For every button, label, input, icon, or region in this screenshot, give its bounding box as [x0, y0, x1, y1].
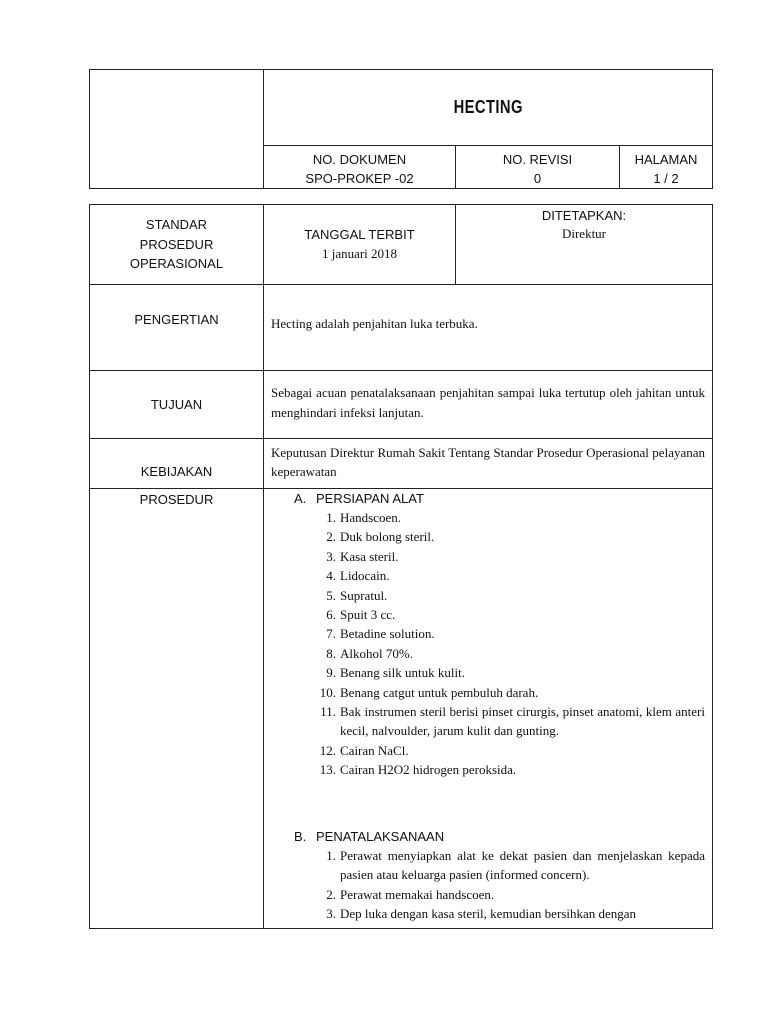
ditetapkan-value: Direktur — [561, 226, 607, 241]
header-table — [89, 69, 713, 189]
list-item-text: Benang silk untuk kulit. — [340, 665, 465, 681]
list-item-number: 2. — [326, 529, 336, 545]
section-a-letter: A. — [294, 491, 307, 506]
ditetapkan-label: DITETAPKAN: — [541, 208, 627, 223]
title-cell — [264, 70, 713, 146]
list-item-number: 13. — [319, 762, 336, 778]
halaman-label: HALAMAN — [634, 152, 698, 167]
list-item-text: Benang catgut untuk pembuluh darah. — [340, 684, 539, 700]
ditetapkan-cell — [456, 205, 713, 285]
prosedur-label-cell — [90, 489, 264, 929]
list-item — [264, 741, 705, 760]
list-item-number: 7. — [326, 626, 336, 642]
list-item — [264, 624, 705, 643]
tanggal-terbit-value: 1 januari 2018 — [321, 246, 398, 261]
list-item — [264, 586, 705, 605]
section-b-title: PENATALAKSANAAN — [316, 828, 445, 844]
sop-label-line2: PROSEDUR — [139, 236, 214, 252]
kebijakan-text: Keputusan Direktur Rumah Sakit Tentang Standar Prosedur Operasional pelayanan keperawatan — [271, 445, 705, 479]
list-item — [264, 566, 705, 585]
list-item-text: Spuit 3 cc. — [340, 607, 396, 623]
list-item — [264, 904, 705, 923]
list-item-text: Cairan H2O2 hidrogen peroksida. — [340, 762, 517, 778]
list-item — [264, 547, 705, 566]
list-item — [264, 663, 705, 682]
no-dokumen-cell — [264, 146, 456, 189]
pengertian-text: Hecting adalah penjahitan luka terbuka. — [271, 316, 478, 331]
sop-table — [89, 204, 713, 929]
logo-cell — [90, 70, 264, 189]
list-item — [264, 683, 705, 702]
list-item-number: 3. — [326, 905, 336, 921]
tujuan-label: TUJUAN — [150, 397, 203, 412]
list-item-text: Perawat memakai handscoen. — [340, 886, 495, 902]
list-item — [264, 644, 705, 663]
tanggal-terbit-cell — [264, 205, 456, 285]
section-a-heading — [264, 489, 705, 508]
list-item-text: Bak instrumen steril berisi pinset cirurgis, pinset anatomi, klem anteri kecil, nalvoulder, jarum kulit dan gunting. — [340, 704, 705, 739]
pengertian-label: PENGERTIAN — [134, 312, 219, 327]
list-item-number: 3. — [326, 548, 336, 564]
list-item — [264, 885, 705, 904]
prosedur-content-cell — [264, 489, 713, 929]
list-item — [264, 760, 705, 779]
tujuan-label-cell — [90, 371, 264, 439]
no-revisi-value: 0 — [533, 171, 542, 186]
list-item-number: 10. — [319, 684, 336, 700]
list-item-text: Betadine solution. — [340, 626, 435, 642]
list-item-text: Dep luka dengan kasa steril, kemudian bersihkan dengan — [340, 905, 637, 921]
list-item-text: Handscoen. — [340, 510, 402, 525]
list-item-number: 11. — [320, 704, 336, 720]
section-b-heading — [264, 827, 705, 846]
pengertian-text-cell — [264, 285, 713, 371]
list-item-number: 12. — [319, 742, 336, 758]
list-item-text: Alkohol 70%. — [340, 645, 413, 661]
list-item — [264, 527, 705, 546]
penatalaksanaan-list — [264, 846, 705, 924]
list-item — [264, 508, 705, 527]
halaman-value: 1 / 2 — [653, 171, 679, 186]
tujuan-text: Sebagai acuan penatalaksanaan penjahitan sampai luka tertutup oleh jahitan untuk menghindari infeksi lanjutan. — [271, 385, 705, 420]
kebijakan-label: KEBIJAKAN — [140, 464, 213, 479]
sop-label-cell — [90, 205, 264, 285]
no-dokumen-value: SPO-PROKEP -02 — [305, 171, 414, 186]
list-item-text: Kasa steril. — [340, 548, 399, 564]
halaman-cell — [620, 146, 713, 189]
list-item-text: Lidocain. — [340, 568, 390, 584]
list-item-number: 4. — [326, 568, 336, 584]
section-b-letter: B. — [294, 828, 307, 844]
list-item-number: 1. — [326, 847, 336, 863]
list-item-number: 6. — [326, 607, 336, 623]
list-item — [264, 605, 705, 624]
tujuan-text-cell — [264, 371, 713, 439]
list-item-number: 5. — [326, 587, 336, 603]
tanggal-terbit-label: TANGGAL TERBIT — [304, 227, 415, 242]
prosedur-label: PROSEDUR — [139, 492, 214, 507]
list-item — [264, 846, 705, 885]
list-item-number: 2. — [326, 886, 336, 902]
list-item-text: Supratul. — [340, 587, 388, 603]
list-item-text: Perawat menyiapkan alat ke dekat pasien dan menjelaskan kepada pasien atau keluarga pasien (informed concern). — [340, 847, 705, 883]
no-revisi-cell — [456, 146, 620, 189]
persiapan-alat-list — [264, 508, 705, 780]
sop-label-line1: STANDAR — [145, 217, 208, 232]
kebijakan-label-cell — [90, 439, 264, 489]
document-title: HECTING — [453, 97, 523, 117]
kebijakan-text-cell — [264, 439, 713, 489]
list-item-number: 1. — [326, 510, 336, 525]
section-a-title: PERSIAPAN ALAT — [316, 491, 424, 506]
list-item-text: Duk bolong steril. — [340, 529, 435, 545]
no-revisi-label: NO. REVISI — [502, 152, 573, 167]
list-item-number: 8. — [326, 645, 336, 661]
list-item-text: Cairan NaCl. — [340, 742, 409, 758]
no-dokumen-label: NO. DOKUMEN — [312, 152, 407, 167]
pengertian-label-cell — [90, 285, 264, 371]
list-item — [264, 702, 705, 741]
sop-label-line3: OPERASIONAL — [129, 256, 224, 271]
list-item-number: 9. — [326, 665, 336, 681]
